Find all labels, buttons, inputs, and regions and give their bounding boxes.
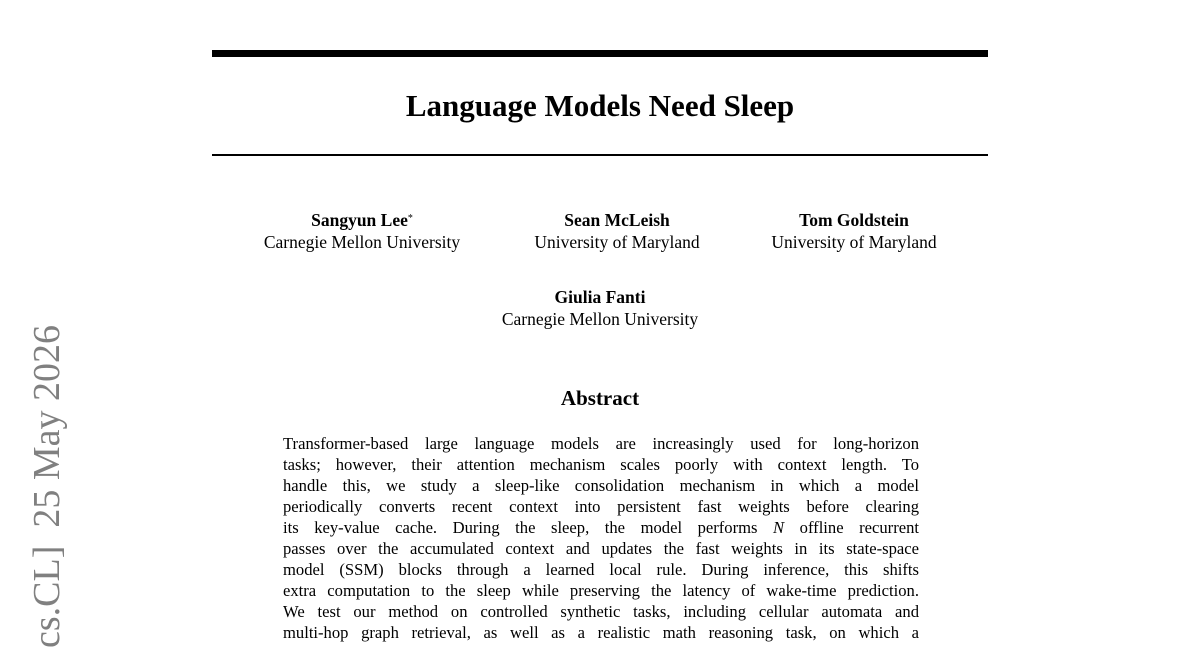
paper-title: Language Models Need Sleep bbox=[405, 88, 795, 123]
abstract-line: periodically converts recent context into persistent fast weights before clearing bbox=[283, 497, 919, 516]
math-variable-n: N bbox=[773, 518, 785, 537]
author-name: Giulia Fanti bbox=[554, 287, 646, 307]
author-block bbox=[744, 209, 964, 253]
author-block bbox=[470, 286, 730, 330]
abstract-line: its key-value cache. During the sleep, the model performs N offline recurrent bbox=[283, 518, 919, 537]
title-bottom-rule bbox=[212, 154, 988, 156]
abstract-line: model (SSM) blocks through a learned local rule. During inference, this shifts bbox=[283, 560, 919, 579]
title-top-rule bbox=[212, 50, 988, 57]
abstract-line: passes over the accumulated context and updates the fast weights in its state-space bbox=[283, 539, 919, 558]
abstract-line: Transformer-based large language models are increasingly used for long-horizon bbox=[283, 434, 919, 453]
arxiv-category: cs.CL] bbox=[26, 545, 68, 648]
abstract-line: We test our method on controlled synthetic tasks, including cellular automata and bbox=[283, 602, 919, 621]
author-affiliation: Carnegie Mellon University bbox=[263, 232, 461, 252]
author-name: Tom Goldstein bbox=[799, 210, 909, 230]
abstract-line: extra computation to the sleep while preserving the latency of wake-time prediction. bbox=[283, 581, 919, 600]
author-block bbox=[507, 209, 727, 253]
author-name: Sean McLeish bbox=[564, 210, 670, 230]
abstract-line: multi-hop graph retrieval, as well as a realistic math reasoning task, on which a bbox=[283, 623, 919, 642]
abstract-line: tasks; however, their attention mechanism scales poorly with context length. To bbox=[283, 455, 919, 474]
abstract-heading: Abstract bbox=[560, 386, 640, 410]
author-block bbox=[242, 209, 482, 253]
author-affiliation: University of Maryland bbox=[771, 232, 937, 252]
abstract-line: handle this, we study a sleep-like consolidation mechanism in which a model bbox=[283, 476, 919, 495]
abstract-text bbox=[283, 433, 919, 643]
corresponding-author-mark: * bbox=[407, 213, 413, 224]
author-affiliation: University of Maryland bbox=[534, 232, 700, 252]
arxiv-date: 25 May 2026 bbox=[26, 324, 68, 528]
arxiv-stamp bbox=[25, 325, 69, 648]
author-affiliation: Carnegie Mellon University bbox=[501, 309, 699, 329]
author-name: Sangyun Lee* bbox=[311, 210, 413, 230]
